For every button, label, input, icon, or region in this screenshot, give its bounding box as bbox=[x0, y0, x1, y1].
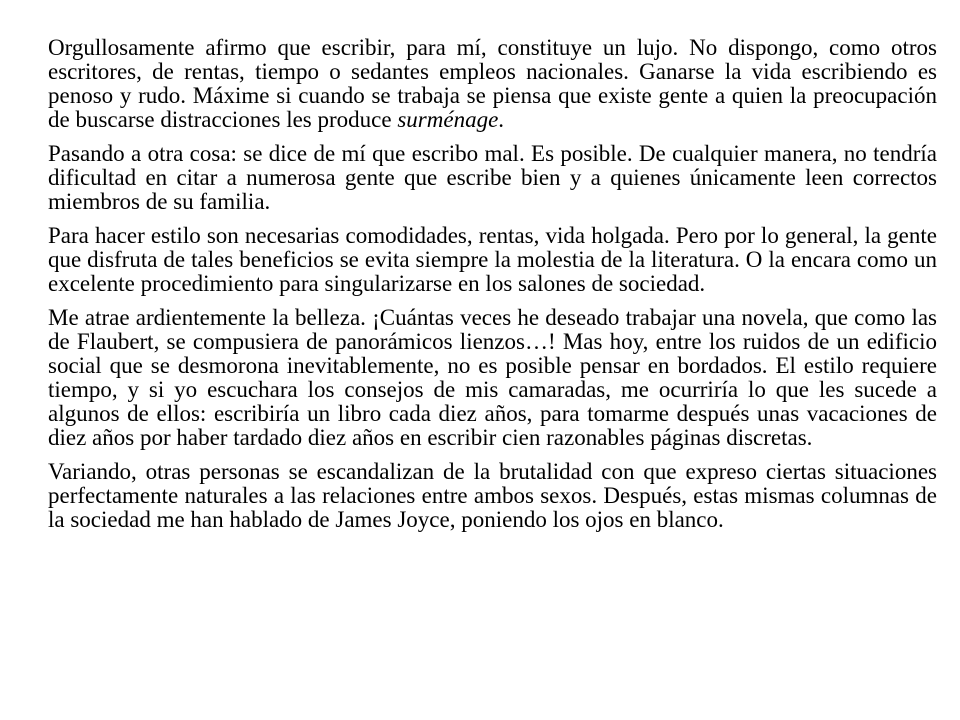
paragraph-5: Variando, otras personas se escandalizan de la brutalidad con que expreso ciertas situaciones perfectamente naturales a las relaciones entre ambos sexos. Después, estas mismas columnas de la sociedad me han hablado de James Joyce, poniendo los ojos en blanco. bbox=[48, 459, 937, 532]
paragraph-1 bbox=[48, 36, 937, 132]
paragraph-1-end: . bbox=[498, 107, 505, 132]
paragraph-3: Para hacer estilo son necesarias comodidades, rentas, vida holgada. Pero por lo general, la gente que disfruta de tales beneficios se evita siempre la molestia de la literatura. O la encara como un excelente procedimiento para singularizarse en los salones de sociedad. bbox=[48, 223, 937, 296]
paragraph-1-italic-word: surménage bbox=[397, 107, 499, 132]
paragraph-1-text: Orgullosamente afirmo que escribir, para mí, constituye un lujo. No dispongo, como otros escritores, de rentas, tiempo o sedantes empleos nacionales. Ganarse la vida escribiendo es penoso y rudo. Máxime si cuando se trabaja se piensa que existe gente a quien la preocupación de buscarse distracciones les produce bbox=[48, 35, 937, 132]
paragraph-4: Me atrae ardientemente la belleza. ¡Cuántas veces he deseado trabajar una novela, que como las de Flaubert, se compusiera de panorámicos lienzos…! Mas hoy, entre los ruidos de un edificio social que se desmorona inevitablemente, no es posible pensar en bordados. El estilo requiere tiempo, y si yo escuchara los consejos de mis camaradas, me ocurriría lo que les sucede a algunos de ellos: escribiría un libro cada diez años, para tomarme después unas vacaciones de diez años por haber tardado diez años en escribir cien razonables páginas discretas. bbox=[48, 305, 937, 450]
paragraph-2: Pasando a otra cosa: se dice de mí que escribo mal. Es posible. De cualquier manera, no tendría dificultad en citar a numerosa gente que escribe bien y a quienes únicamente leen correctos miembros de su familia. bbox=[48, 141, 937, 214]
